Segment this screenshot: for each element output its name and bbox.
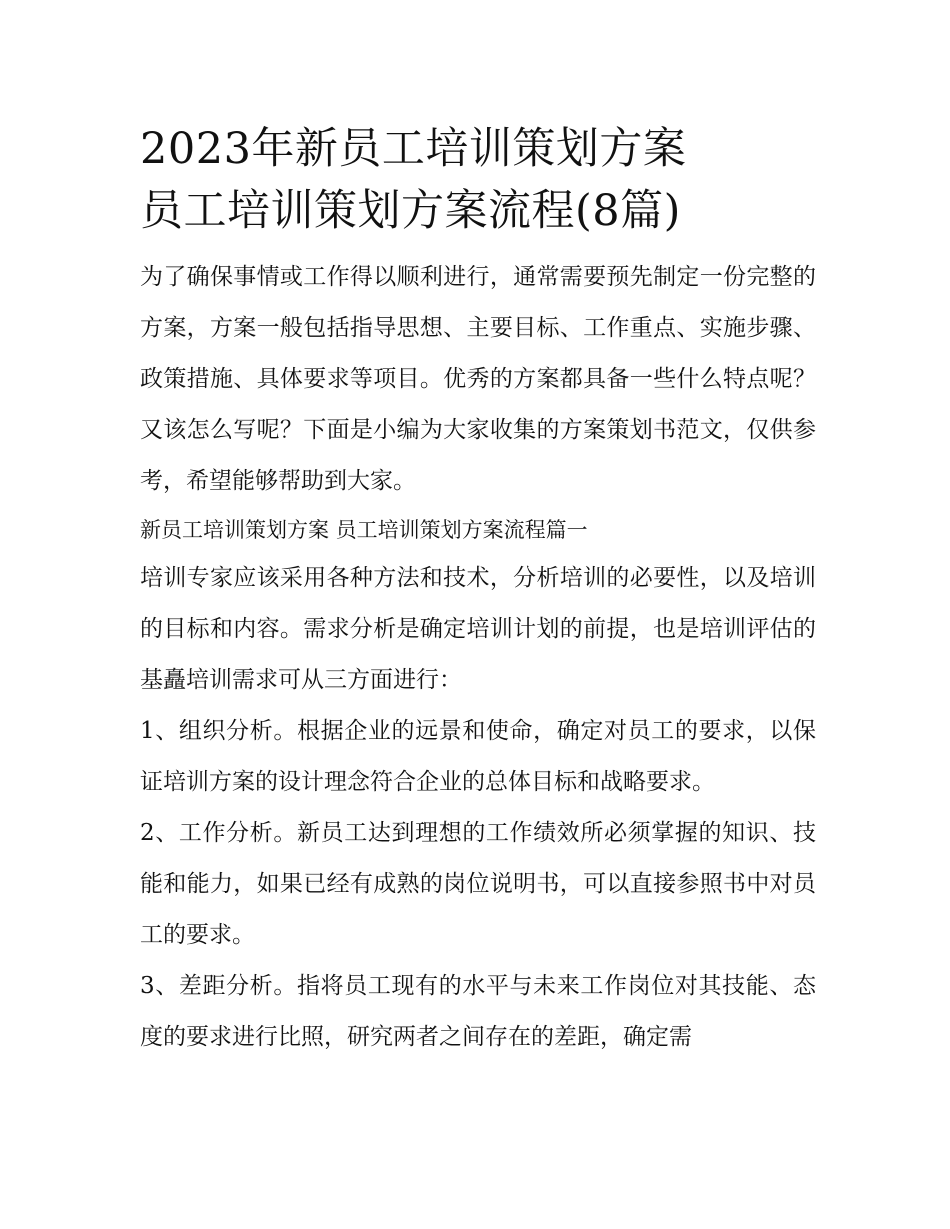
title-line-1: 2023年新员工培训策划方案 xyxy=(140,124,687,174)
document-body xyxy=(140,118,816,1063)
section-intro-paragraph: 培训专家应该采用各种方法和技术，分析培训的必要性，以及培训的目标和内容。需求分析是确定培训计划的前提，也是培训评估的基矗培训需求可从三方面进行： xyxy=(140,565,816,693)
document-title xyxy=(140,118,816,242)
list-item-organization-analysis: 1、组织分析。根据企业的远景和使命，确定对员工的要求，以保证培训方案的设计理念符合企业的总体目标和战略要求。 xyxy=(140,718,816,795)
list-item-job-analysis: 2、工作分析。新员工达到理想的工作绩效所必须掌握的知识、技能和能力，如果已经有成熟的岗位说明书，可以直接参照书中对员工的要求。 xyxy=(140,820,816,948)
section-heading: 新员工培训策划方案 员工培训策划方案流程篇一 xyxy=(140,518,588,542)
list-item-gap-analysis: 3、差距分析。指将员工现有的水平与未来工作岗位对其技能、态度的要求进行比照，研究两者之间存在的差距，确定需 xyxy=(140,973,816,1050)
title-line-2: 员工培训策划方案流程(8篇) xyxy=(140,186,681,236)
intro-paragraph: 为了确保事情或工作得以顺利进行，通常需要预先制定一份完整的方案，方案一般包括指导思想、主要目标、工作重点、实施步骤、政策措施、具体要求等项目。优秀的方案都具备一些什么特点呢？又该怎么写呢？下面是小编为大家收集的方案策划书范文，仅供参考，希望能够帮助到大家。 xyxy=(140,264,816,494)
